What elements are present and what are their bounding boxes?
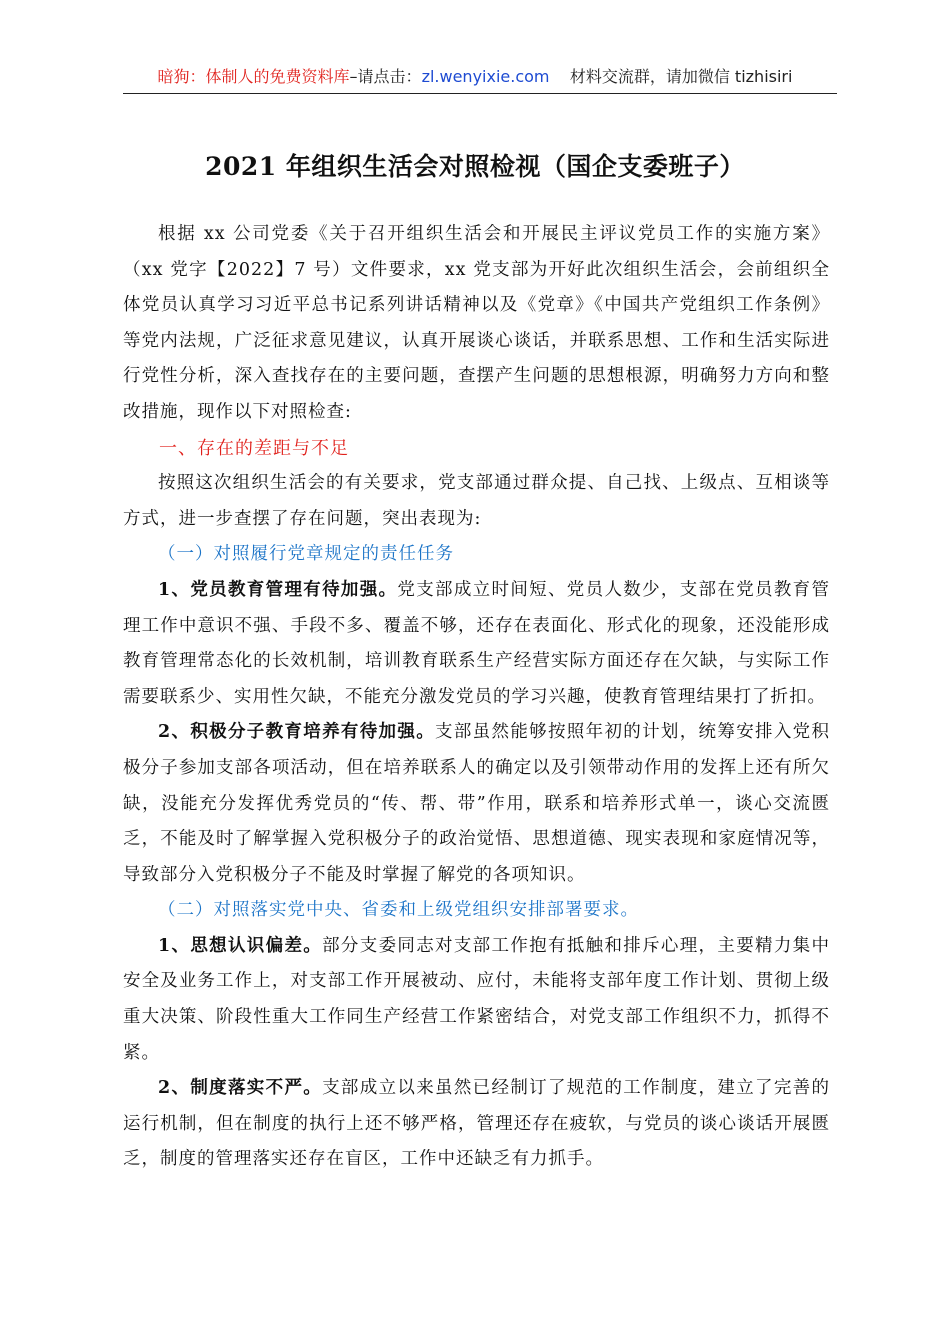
- sub2-item1-paragraph: [123, 929, 830, 1071]
- subsection1-heading: （一）对照履行党章规定的责任任务: [158, 544, 454, 565]
- header-url-link[interactable]: zl.wenyixie.com: [421, 67, 550, 86]
- sub1-item1-text: 党支部成立时间短、党员人数少，支部在党员教育管理工作中意识不强、手段不多、覆盖不够，还存在表面化、形式化的现象，还没能形成教育管理常态化的长效机制，培训教育联系生产经营实际方面还存在欠缺，与实际工作需要联系少、实用性欠缺，不能充分激发党员的学习兴趣，使教育管理结果打了折扣。: [123, 579, 830, 707]
- header-contact: 材料交流群，请加微信 tizhisiri: [569, 67, 793, 86]
- section1-intro: 按照这次组织生活会的有关要求，党支部通过群众提、自己找、上级点、互相谈等方式，进一步查摆了存在问题，突出表现为:: [123, 473, 830, 529]
- section1-heading: 一、存在的差距与不足: [159, 437, 349, 459]
- page-header: [123, 66, 827, 88]
- sub2-item2-paragraph: [123, 1071, 830, 1178]
- sub1-item1-paragraph: [123, 573, 830, 715]
- sub1-item2-text: 支部虽然能够按照年初的计划，统筹安排入党积极分子参加支部各项活动，但在培养联系人的确定以及引领带动作用的发挥上还有所欠缺，没能充分发挥优秀党员的“传、帮、带”作用，联系和培养形式单一，谈心交流匮乏，不能及时了解掌握入党积极分子的政治觉悟、思想道德、现实表现和家庭情况等，导致部分入党积极分子不能及时掌握了解党的各项知识。: [123, 722, 830, 885]
- sub2-item2-lead: 2、制度落实不严。: [158, 1078, 323, 1099]
- sub1-item1-lead: 1、党员教育管理有待加强。: [158, 579, 398, 600]
- sub2-item1-lead: 1、思想认识偏差。: [158, 935, 323, 956]
- header-brand: 暗狗：体制人的免费资料库: [157, 67, 350, 86]
- document-body: [123, 217, 830, 1178]
- sub2-item2-text: 支部成立以来虽然已经制订了规范的工作制度，建立了完善的运行机制，但在制度的执行上还不够严格，管理还存在疲软，与党员的谈心谈话开展匮乏，制度的管理落实还存在盲区，工作中还缺乏有力抓手。: [123, 1078, 830, 1170]
- sub2-item1-text: 部分支委同志对支部工作抱有抵触和排斥心理，主要精力集中安全及业务工作上，对支部工作开展被动、应付，未能将支部年度工作计划、贯彻上级重大决策、阶段性重大工作同生产经营工作紧密结合，对党支部工作组织不力，抓得不紧。: [123, 935, 830, 1063]
- sub1-item2-paragraph: [123, 715, 830, 893]
- header-click-prefix: –请点击：: [349, 67, 422, 86]
- header-divider: [123, 93, 837, 94]
- sub1-item2-lead: 2、积极分子教育培养有待加强。: [158, 722, 436, 743]
- intro-paragraph: 根据 xx 公司党委《关于召开组织生活会和开展民主评议党员工作的实施方案》（xx 党字【2022】7 号）文件要求，xx 党支部为开好此次组织生活会，会前组织全体党员认真学习习近平总书记系列讲话精神以及《党章》《中国共产党组织工作条例》等党内法规，广泛征求意见建议，认真开展谈心谈话，并联系思想、工作和生活实际进行党性分析，深入查找存在的主要问题，查摆产生问题的思想根源，明确努力方向和整改措施，现作以下对照检查:: [123, 224, 830, 422]
- subsection2-heading: （二）对照落实党中央、省委和上级党组织安排部署要求。: [158, 900, 639, 921]
- document-title: 2021 年组织生活会对照检视（国企支委班子）: [205, 152, 745, 181]
